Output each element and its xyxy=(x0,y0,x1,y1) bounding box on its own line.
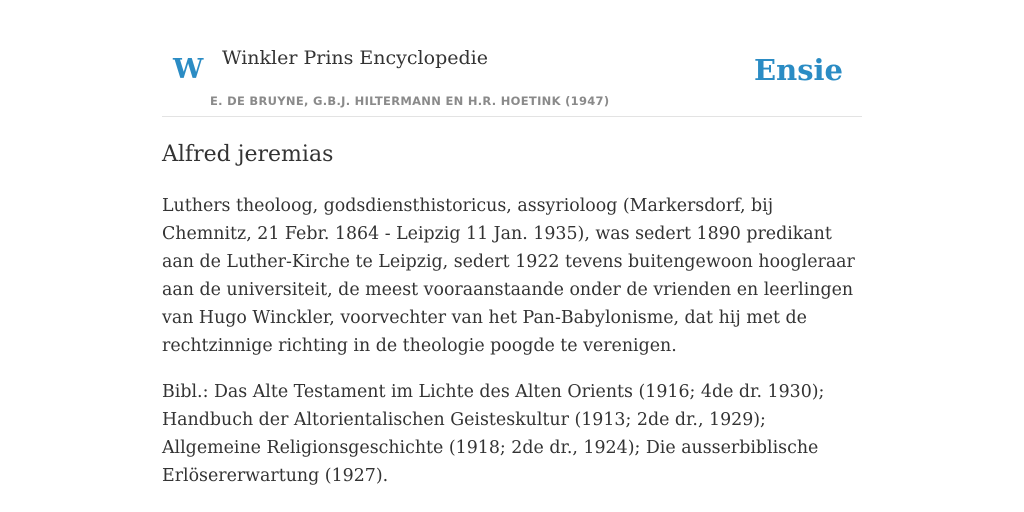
source-authors: E. DE BRUYNE, G.B.J. HILTERMANN EN H.R. HOETINK (1947) xyxy=(210,94,610,108)
page-container xyxy=(162,0,862,486)
source-title[interactable]: Winkler Prins Encyclopedie xyxy=(222,47,488,69)
source-header xyxy=(162,0,862,117)
article-title: Alfred jeremias xyxy=(162,142,334,167)
article-paragraph: Luthers theoloog, godsdiensthistoricus, assyrioloog (Markersdorf, bij Chemnitz, 21 Febr. 1864 - Leipzig 11 Jan. 1935), was sedert 1890 predikant aan de Luther-Kirche te Leipzig, sedert 1922 tevens buitengewoon hoogleraar aan de universiteit, de meest vooraanstaande onder de vrienden en leerlingen van Hugo Winckler, voorvechter van het Pan-Babylonisme, dat hij met de rechtzinnige richting in de theologie poogde te verenigen. xyxy=(162,196,855,356)
article-bibliography: Bibl.: Das Alte Testament im Lichte des Alten Orients (1916; 4de dr. 1930); Handbuch der Altorientalischen Geisteskultur (1913; 2de dr., 1929); Allgemeine Religionsgeschichte (1918; 2de dr., 1924); Die ausserbiblische Erlösererwartung (1927). xyxy=(162,382,825,486)
ensie-brand-logo[interactable]: Ensie xyxy=(754,53,843,87)
source-logo[interactable]: W xyxy=(173,54,204,85)
article-body xyxy=(162,192,862,508)
